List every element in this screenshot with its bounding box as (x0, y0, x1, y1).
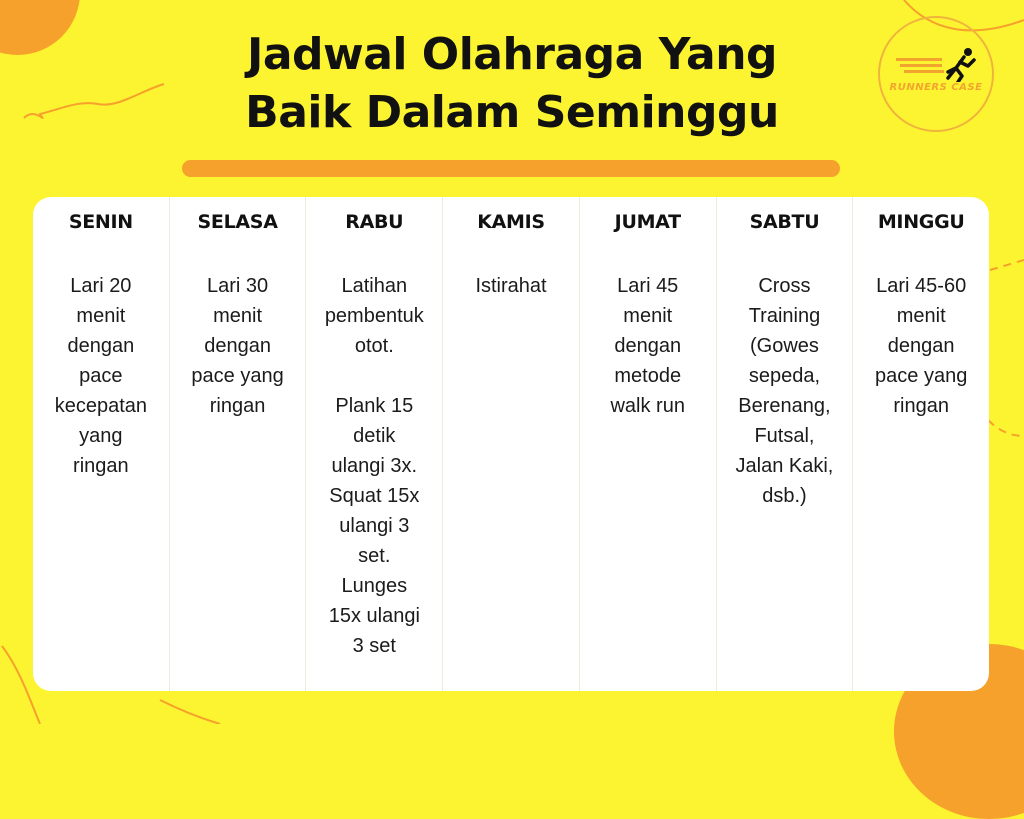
day-column-jumat (579, 197, 716, 691)
decor-dashes-right (986, 250, 1024, 450)
day-header: MINGGU (877, 211, 965, 233)
day-header: JUMAT (614, 211, 681, 233)
day-column-rabu (305, 197, 442, 691)
day-activity: Lari 45 menit dengan metode walk run (610, 275, 685, 417)
decor-blob-top-left (0, 0, 80, 55)
day-header: SENIN (68, 211, 133, 233)
day-column-senin (33, 197, 169, 691)
day-column-minggu (852, 197, 989, 691)
day-column-selasa (169, 197, 306, 691)
day-header: RABU (345, 211, 404, 233)
decor-squiggle-left (18, 70, 168, 130)
day-activity: Lari 30 menit dengan pace yang ringan (191, 275, 284, 417)
day-header: KAMIS (477, 211, 545, 233)
day-header: SABTU (749, 211, 820, 233)
runner-icon (894, 46, 982, 82)
day-column-sabtu (716, 197, 853, 691)
day-activity: Lari 20 menit dengan pace kecepatan yang ringan (54, 275, 147, 477)
day-column-kamis (442, 197, 579, 691)
schedule-table (33, 197, 989, 691)
day-activity: Latihan pembentuk otot. Plank 15 detik ulangi 3x. Squat 15x ulangi 3 set. Lunges 15x ulangi 3 set (324, 275, 424, 657)
day-header: SELASA (197, 211, 278, 233)
day-activity: Istirahat (475, 275, 547, 297)
page-title (150, 26, 874, 142)
page-title-line-2: Baik Dalam Seminggu (245, 87, 779, 138)
day-activity: Cross Training (Gowes sepeda, Berenang, Futsal, Jalan Kaki, dsb.) (735, 275, 834, 507)
logo-text: RUNNERS CASE (889, 82, 983, 93)
day-activity: Lari 45-60 menit dengan pace yang ringan (875, 275, 968, 417)
runners-case-logo (878, 16, 994, 132)
page-title-line-1: Jadwal Olahraga Yang (246, 29, 778, 80)
title-underline-bar (182, 160, 840, 177)
